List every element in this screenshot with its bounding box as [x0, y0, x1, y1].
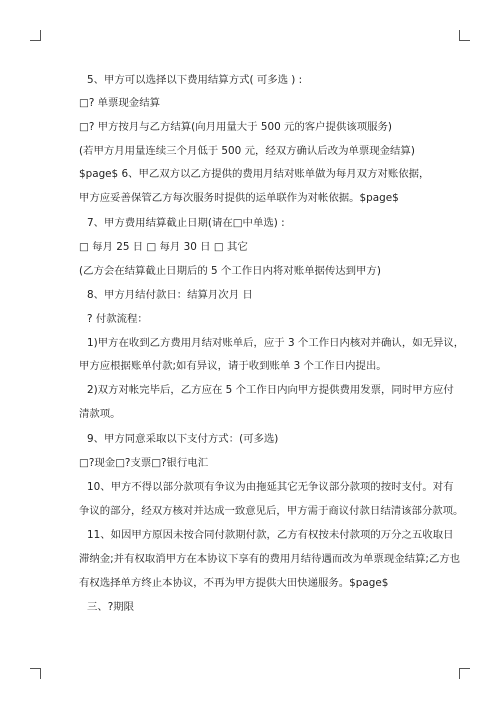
clause-6-line-1: $page$ 6、甲乙双方以乙方提供的费用月结对账单做为每月双方对账依据，	[79, 168, 430, 180]
payment-step-1-line-1: 1)甲方在收到乙方费用月结对账单后，应于 3 个工作日内核对并确认，如无异议，	[87, 337, 465, 349]
crop-mark-top-left	[30, 30, 41, 41]
payment-step-1-line-2: 甲方应根据账单付款;如有异议，请于收到账单 3 个工作日内提出。	[79, 360, 387, 372]
clause-10-line-1: 10、甲方不得以部分款项有争议为由拖延其它无争议部分款项的按时支付。对有	[87, 481, 454, 493]
payment-process-heading: ? 付款流程：	[87, 313, 148, 325]
clause-11-line-1: 11、如因甲方原因未按合同付款期付款，乙方有权按未付款项的万分之五收取日	[87, 529, 454, 541]
option-monthly-settlement: □? 甲方按月与乙方结算(向月用量大于 500 元的客户提供该项服务)	[79, 121, 392, 133]
clause-8-heading: 8、甲方月结付款日：结算月次月 日	[87, 289, 253, 301]
crop-mark-top-right	[459, 30, 470, 41]
clause-11-line-3: 有权选择单方终止本协议，不再为甲方提供大田快递服务。$page$	[79, 577, 389, 589]
payment-step-2-line-1: 2)双方对帐完毕后，乙方应在 5 个工作日内向甲方提供费用发票，同时甲方应付	[87, 384, 454, 396]
clause-11-line-2: 滞纳金;并有权取消甲方在本协议下享有的费用月结待遇而改为单票现金结算;乙方也	[79, 553, 461, 565]
clause-6-line-2: 甲方应妥善保管乙方每次服务时提供的运单联作为对帐依据。$page$	[79, 192, 399, 204]
crop-mark-bottom-left	[30, 668, 41, 679]
crop-mark-bottom-right	[459, 668, 470, 679]
option-single-cash: □? 单票现金结算	[79, 97, 160, 109]
clause-9-heading: 9、甲方同意采取以下支付方式：(可多选)	[87, 433, 279, 445]
payment-step-2-line-2: 清款项。	[79, 408, 121, 420]
payment-method-options: □?现金□?支票□?银行电汇	[79, 457, 209, 469]
cutoff-date-options: □ 每月 25 日 □ 每月 30 日 □ 其它	[79, 241, 248, 253]
section-3-heading: 三、?期限	[87, 601, 135, 613]
cutoff-date-note: (乙方会在结算截止日期后的 5 个工作日内将对账单据传达到甲方)	[79, 265, 381, 277]
clause-5-heading: 5、甲方可以选择以下费用结算方式( 可多选 ) :	[87, 74, 303, 86]
clause-7-heading: 7、甲方费用结算截止日期(请在□中单选) :	[87, 217, 285, 229]
clause-10-line-2: 争议的部分，经双方核对并达成一致意见后，甲方需于商议付款日结清该部分款项。	[79, 505, 464, 517]
monthly-settlement-note: (若甲方月用量连续三个月低于 500 元，经双方确认后改为单票现金结算)	[79, 145, 415, 157]
